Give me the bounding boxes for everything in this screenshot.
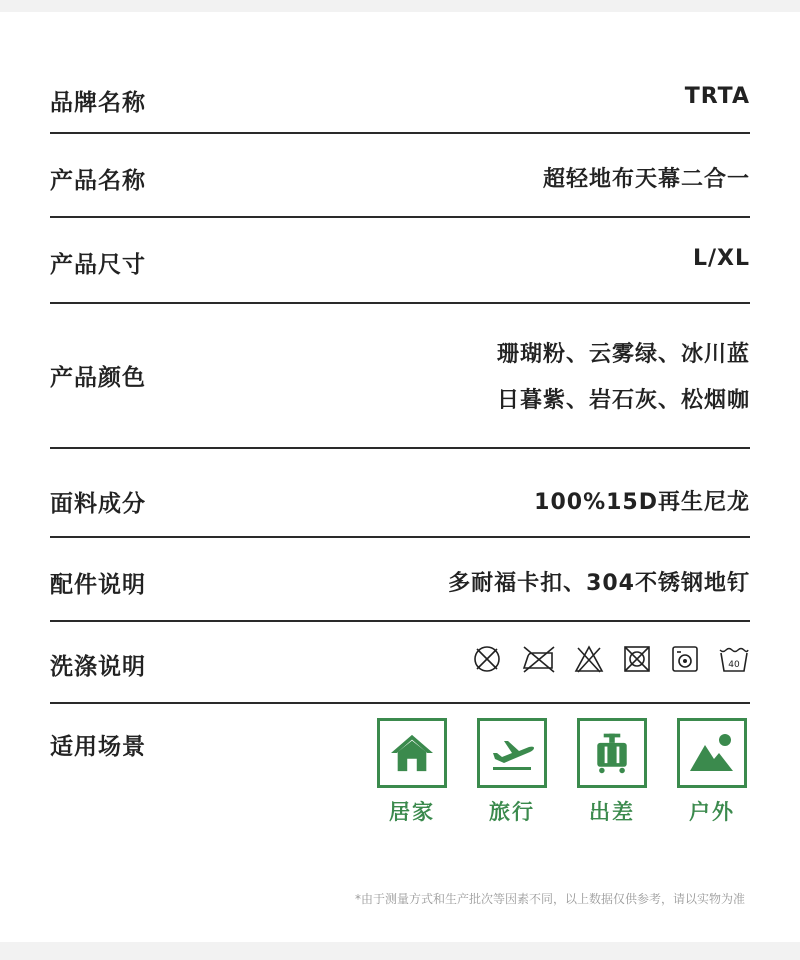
color-value-line2: 日暮紫、岩石灰、松烟咖 bbox=[496, 388, 750, 413]
care-icons bbox=[472, 644, 750, 674]
scene-travel-box bbox=[477, 718, 547, 788]
scene-home bbox=[374, 718, 450, 826]
spec-card bbox=[0, 12, 800, 942]
scene-outdoor-box bbox=[677, 718, 747, 788]
do-not-iron-icon bbox=[520, 644, 556, 674]
mountain-icon bbox=[687, 731, 737, 775]
scenes-label: 适用场景 bbox=[50, 734, 146, 760]
footnote: *由于测量方式和生产批次等因素不同，以上数据仅供参考，请以实物为准 bbox=[354, 892, 745, 906]
wash-40-icon bbox=[718, 644, 750, 674]
do-not-bleach-icon bbox=[574, 644, 604, 674]
do-not-tumble-dry-icon bbox=[622, 644, 652, 674]
scene-business-trip bbox=[574, 718, 650, 826]
color-label: 产品颜色 bbox=[50, 365, 146, 391]
wash-temp-text: 40 bbox=[728, 660, 740, 670]
size-value: L/XL bbox=[692, 246, 750, 271]
brand-label: 品牌名称 bbox=[50, 90, 146, 116]
fabric-value: 100%15D再生尼龙 bbox=[534, 490, 750, 515]
scene-outdoor-label: 户外 bbox=[689, 800, 735, 824]
product-label: 产品名称 bbox=[50, 168, 146, 194]
accessories-label: 配件说明 bbox=[50, 572, 146, 598]
airplane-icon bbox=[487, 731, 537, 775]
accessories-value: 多耐福卡扣、304不锈钢地钉 bbox=[448, 571, 750, 596]
luggage-icon bbox=[589, 730, 635, 776]
spec-row-washing bbox=[50, 622, 750, 704]
product-value: 超轻地布天幕二合一 bbox=[542, 167, 750, 192]
color-value-line1: 珊瑚粉、云雾绿、冰川蓝 bbox=[496, 342, 750, 367]
dry-clean-icon bbox=[670, 644, 700, 674]
brand-value: TRTA bbox=[684, 84, 750, 109]
size-label: 产品尺寸 bbox=[50, 252, 146, 278]
spec-row-scenes bbox=[50, 704, 750, 854]
spec-row-product bbox=[50, 134, 750, 218]
scene-outdoor bbox=[674, 718, 750, 826]
scene-home-label: 居家 bbox=[389, 800, 435, 824]
scene-travel bbox=[474, 718, 550, 826]
scene-home-box bbox=[377, 718, 447, 788]
spec-row-size bbox=[50, 218, 750, 304]
spec-row-color bbox=[50, 304, 750, 449]
spec-row-accessories bbox=[50, 538, 750, 622]
scene-list bbox=[374, 718, 750, 826]
fabric-label: 面料成分 bbox=[50, 491, 146, 517]
washing-label: 洗涤说明 bbox=[50, 654, 146, 680]
spec-row-brand bbox=[50, 12, 750, 134]
spec-row-fabric bbox=[50, 449, 750, 538]
scene-business-trip-box bbox=[577, 718, 647, 788]
scene-business-trip-label: 出差 bbox=[589, 800, 635, 824]
do-not-wash-icon bbox=[472, 644, 502, 674]
house-icon bbox=[388, 732, 436, 774]
scene-travel-label: 旅行 bbox=[489, 800, 535, 824]
